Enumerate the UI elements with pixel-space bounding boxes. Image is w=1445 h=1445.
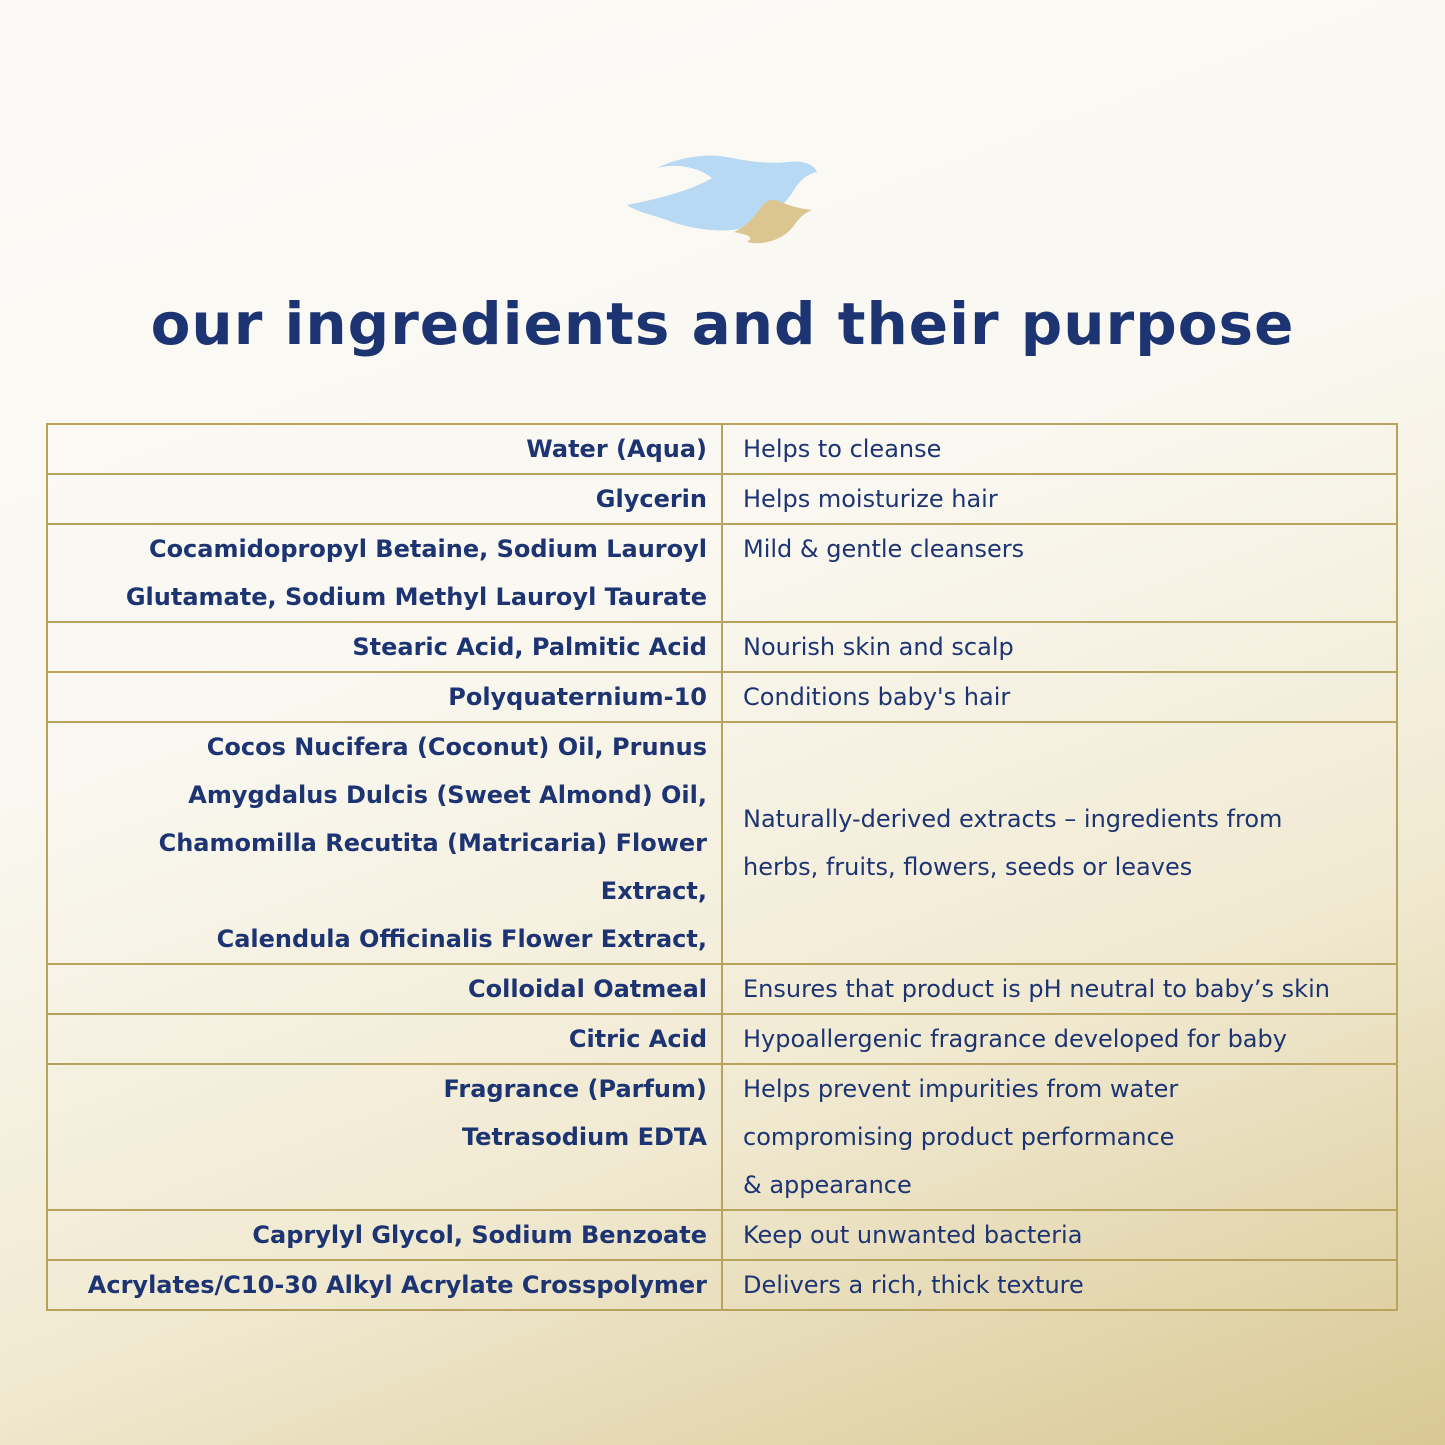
- purpose-line: Mild & gentle cleansers: [743, 535, 1025, 563]
- ingredient-cell: [47, 622, 722, 672]
- table-row: [47, 622, 1397, 672]
- table-row: [47, 524, 1397, 622]
- table-row: [47, 1210, 1397, 1260]
- ingredient-line: Glutamate, Sodium Methyl Lauroyl Taurate: [125, 583, 707, 611]
- table-row: [47, 1014, 1397, 1064]
- ingredient-line: Citric Acid: [568, 1025, 707, 1053]
- purpose-cell: [722, 424, 1397, 474]
- purpose-cell: [722, 474, 1397, 524]
- ingredient-cell: [47, 424, 722, 474]
- purpose-line: herbs, fruits, flowers, seeds or leaves: [743, 853, 1193, 881]
- table-row: [47, 1260, 1397, 1310]
- purpose-line: Ensures that product is pH neutral to baby’s skin: [743, 975, 1330, 1003]
- dove-logo-icon: [622, 150, 822, 250]
- purpose-line: Naturally-derived extracts – ingredients from: [743, 805, 1283, 833]
- ingredient-cell: [47, 1014, 722, 1064]
- table-row: [47, 722, 1397, 964]
- ingredient-line: Calendula Officinalis Flower Extract,: [216, 925, 707, 953]
- ingredient-line: Glycerin: [595, 485, 707, 513]
- ingredient-cell: [47, 964, 722, 1014]
- ingredient-line: Amygdalus Dulcis (Sweet Almond) Oil,: [188, 781, 707, 809]
- table-row: [47, 1064, 1397, 1210]
- table-row: [47, 672, 1397, 722]
- ingredient-line: Chamomilla Recutita (Matricaria) Flower: [158, 829, 707, 857]
- purpose-line: Hypoallergenic fragrance developed for baby: [743, 1025, 1287, 1053]
- purpose-cell: [722, 622, 1397, 672]
- purpose-cell: [722, 722, 1397, 964]
- purpose-cell: [722, 964, 1397, 1014]
- purpose-line: Helps prevent impurities from water: [743, 1075, 1179, 1103]
- ingredient-line: Cocos Nucifera (Coconut) Oil, Prunus: [206, 733, 707, 761]
- ingredient-line: Fragrance (Parfum): [443, 1075, 707, 1103]
- ingredient-line: Acrylates/C10-30 Alkyl Acrylate Crosspolymer: [87, 1271, 707, 1299]
- ingredient-cell: [47, 1210, 722, 1260]
- purpose-line: Helps moisturize hair: [743, 485, 998, 513]
- purpose-line: Helps to cleanse: [743, 435, 942, 463]
- purpose-line: compromising product performance: [743, 1123, 1175, 1151]
- purpose-cell: [722, 1260, 1397, 1310]
- ingredient-cell: [47, 1064, 722, 1210]
- purpose-cell: [722, 524, 1397, 622]
- ingredient-line: Extract,: [600, 877, 707, 905]
- purpose-line: Delivers a rich, thick texture: [743, 1271, 1084, 1299]
- purpose-cell: [722, 1064, 1397, 1210]
- purpose-cell: [722, 672, 1397, 722]
- table-row: [47, 474, 1397, 524]
- ingredient-cell: [47, 722, 722, 964]
- purpose-line: Nourish skin and scalp: [743, 633, 1014, 661]
- table-row: [47, 964, 1397, 1014]
- purpose-line: Conditions baby's hair: [743, 683, 1011, 711]
- ingredient-line: Polyquaternium-10: [448, 683, 707, 711]
- ingredient-line: Stearic Acid, Palmitic Acid: [352, 633, 707, 661]
- ingredient-line: Cocamidopropyl Betaine, Sodium Lauroyl: [148, 535, 707, 563]
- table-row: [47, 424, 1397, 474]
- ingredient-cell: [47, 524, 722, 622]
- page-title: our ingredients and their purpose: [150, 290, 1295, 358]
- purpose-cell: [722, 1210, 1397, 1260]
- ingredient-cell: [47, 672, 722, 722]
- ingredient-cell: [47, 474, 722, 524]
- purpose-line: & appearance: [743, 1171, 912, 1199]
- ingredient-cell: [47, 1260, 722, 1310]
- purpose-line: Keep out unwanted bacteria: [743, 1221, 1083, 1249]
- ingredients-table: [46, 423, 1398, 1311]
- ingredient-line: Water (Aqua): [526, 435, 707, 463]
- ingredient-line: Colloidal Oatmeal: [467, 975, 707, 1003]
- purpose-cell: [722, 1014, 1397, 1064]
- ingredient-line: Caprylyl Glycol, Sodium Benzoate: [252, 1221, 707, 1249]
- ingredient-line: Tetrasodium EDTA: [462, 1123, 707, 1151]
